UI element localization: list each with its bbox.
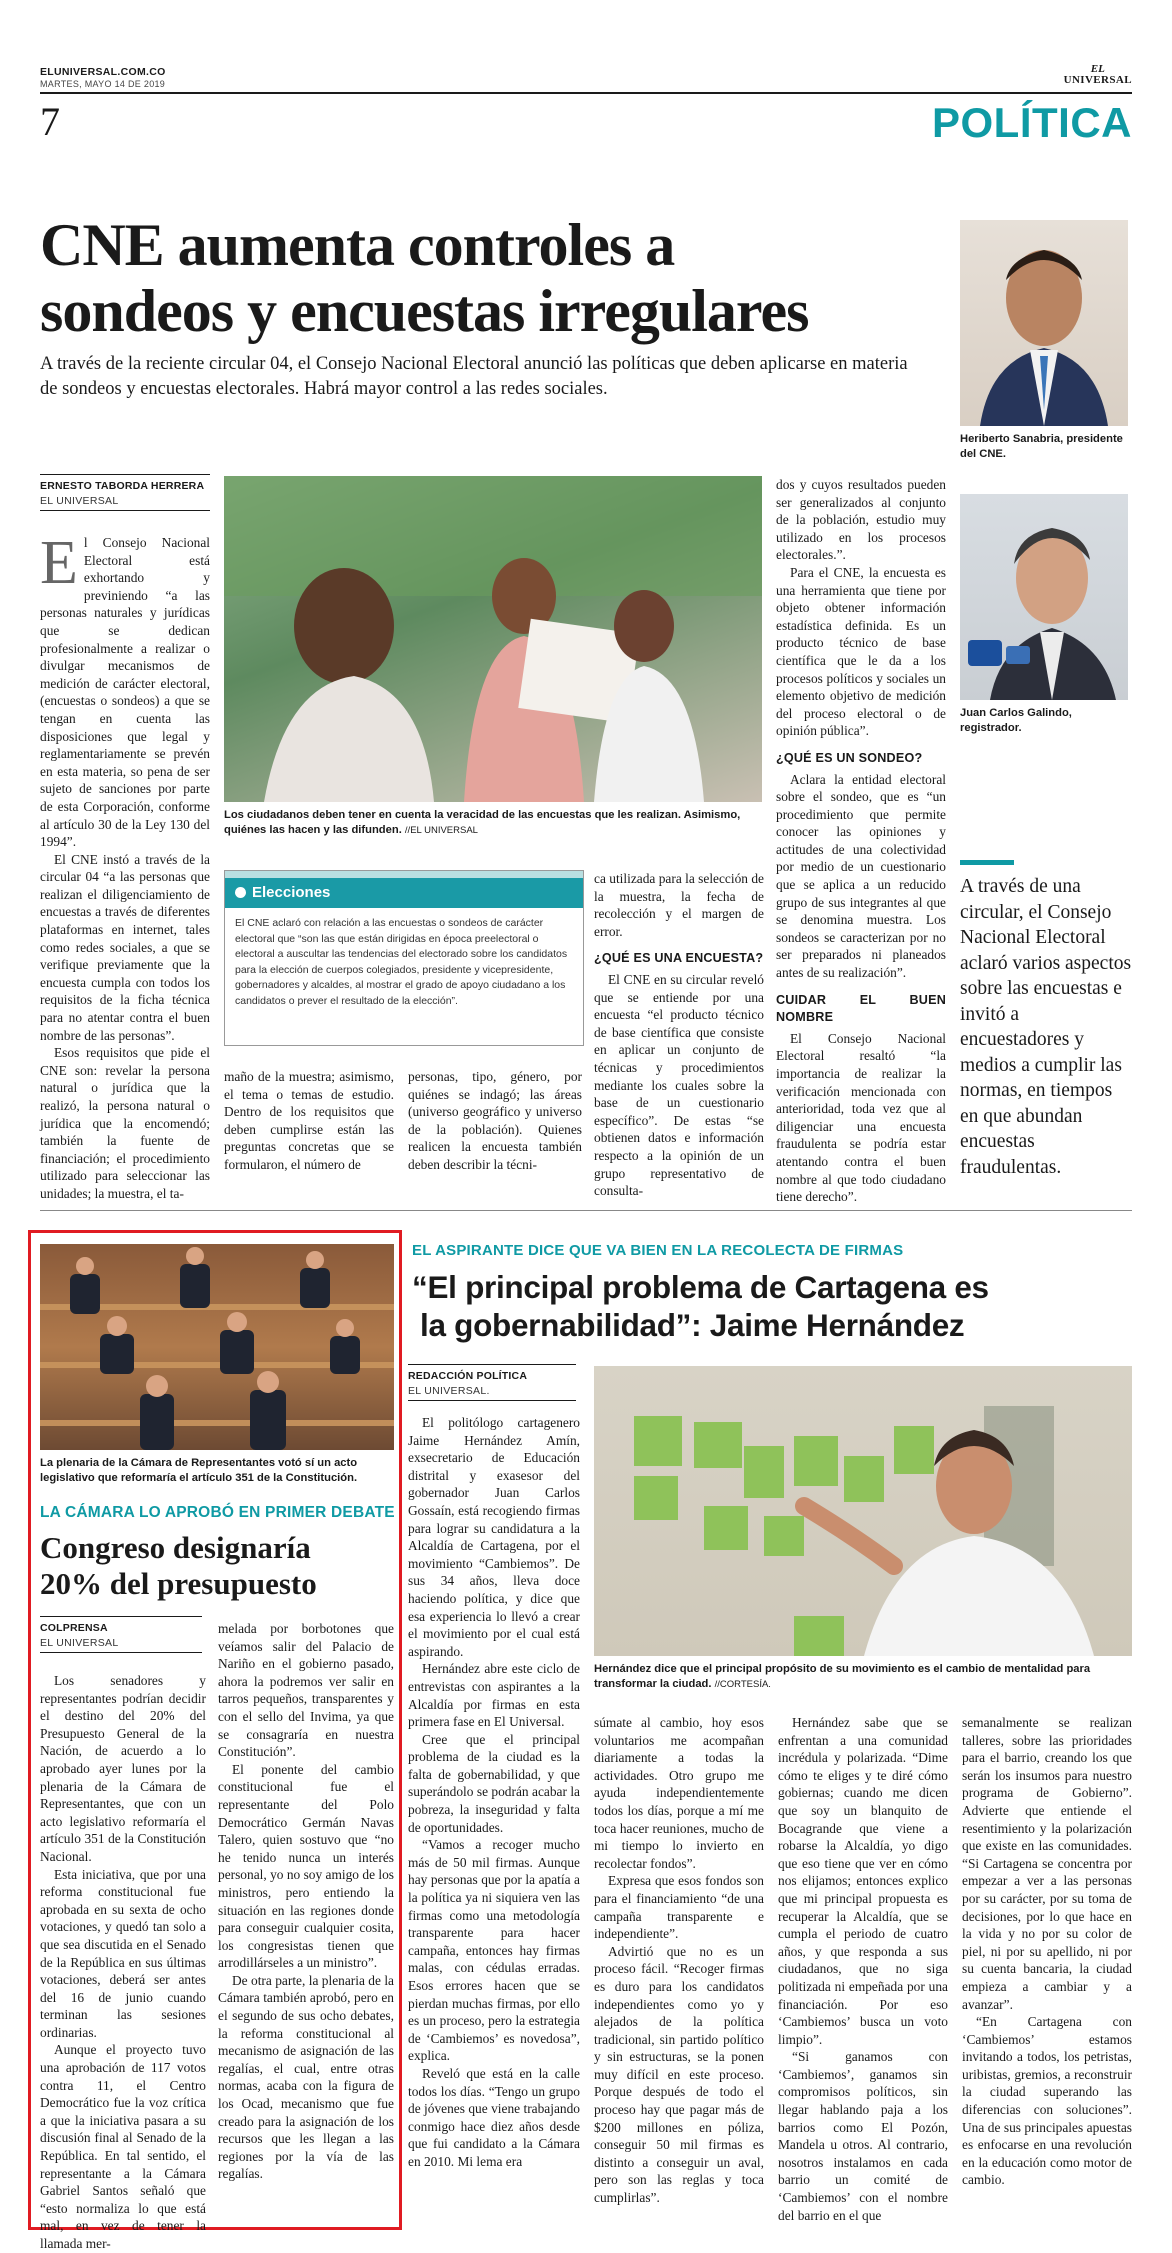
article2-photo-caption: La plenaria de la Cámara de Representantes votó sí un acto legislativo que reformaría el artículo 351 de la Constitución. [40,1457,358,1484]
site-name: ELUNIVERSAL.COM.CO [40,66,166,78]
article2-headline: Congreso designaría 20% del presupuesto [40,1530,317,1601]
article2-column-1: Los senadores y representantes podrían decidir el destino del 20% del Presupuesto General de la Nación, de acuerdo a lo aprobado ayer lunes por la plenaria de la Cámara de Representantes, que con un acto legislativo reformaría el artículo 351 de la Constitución Nacional. Esta iniciativa, que por una reforma constitucional fue aprobada en su sexta de ocho votaciones, y quedó tan solo a que sea discutida en el Senado de la República en sus últimas votaciones, deberá ser antes del 16 de junio cuando terminan las sesiones ordinarias. Aunque el proyecto tuvo una aprobación de 117 votos contra 11, el Centro Democrático fue la voz crítica a que la iniciativa pasara a su discusión final al Senado de la República. En tal sentido, el representante a la Cámara Gabriel Santos señaló que “esto normaliza lo que está mal, en vez de tener la llamada mer- [40,1673,206,2251]
article1-main-photo [224,476,762,802]
portrait-sanabria-caption: Heriberto Sanabria, presidente del CNE. [960,433,1123,460]
article1-deck: A través de la reciente circular 04, el Consejo Nacional Electoral anunció las políticas que deben aplicarse en materia de sondeos y encuestas electorales. Habrá mayor control a las redes sociales. [40,354,908,399]
article3-column-1: El politólogo cartagenero Jaime Hernández Amín, exsecretario de Educación distrital y exasesor del gobernador Juan Carlos Gossaín, está recogiendo firmas para lograr su candidatura a la Alcaldía de Cartagena, por el movimiento “Cambiemos”. De sus 34 años, lleva doce haciendo política, y dice que esa experiencia lo llevó a crear el movimiento por el cual está aspirando. Hernández abre este ciclo de entrevistas con aspirantes a la Alcaldía por firmas en esta primera fase en El Universal. Cree que el principal problema de la ciudad es la falta de gobernabilidad, y que superándolo se podrán acabar la pobreza, la inseguridad y falta de oportunidades. “Vamos a recoger mucho más de 50 mil firmas. Aunque hay personas que por la apatía a la política ya ni siquiera ven las firmas como una metodología transparente para hacer campaña, entonces hay firmas malas, con cédulas erradas. Esos errores hacen que se pierdan muchas firmas, por ello es un proceso, pero la estrategia de ‘Cambiemos’ es novedosa”, explica. Reveló que está en la calle todos los días. “Tengo un grupo de jóvenes que viene trabajando conmigo hace diez años desde que fui candidato a la Cámara en 2010. Mi lema era [408,1415,580,2169]
article1-column-5: dos y cuyos resultados pueden ser generalizados al conjunto de la población, estudio muy utilizado en los procesos electorales.”. Para el CNE, la encuesta es una herramienta que tiene por objeto obtener información estadística definida. Es un producto técnico de base científica que le da a los procesos políticos y sociales un elemento objetivo de medición del proceso electoral o de opinión pública”. ¿QUÉ ES UN SONDEO? Aclara la entidad electoral sobre el sondeo, que es “un procedimiento que permite conocer las opiniones y actitudes de una colectividad por medio de un cuestionario que se aplica a un reducido grupo de sus integrantes al que se denomina muestra. Los sondeos se caracterizan por no ser preparados ni planeados antes de su realización”. CUIDAR EL BUEN NOMBRE El Consejo Nacional Electoral resaltó “la importancia de realizar la verificación mencionada con anterioridad, toda vez que al diligenciar una encuesta fraudulenta se podría estar atentando contra el buen nombre al que todo ciudadano tiene derecho”. [776,477,946,1205]
article1-author: ERNESTO TABORDA HERRERA [40,480,205,492]
article3-org: EL UNIVERSAL. [408,1385,490,1397]
article1-column-1: El Consejo Nacional Electoral está exhortando y previniendo “a las personas naturales y jurídicas que se dedican profesionalmente a realizar o divulgar mecanismos de medición de carácter electoral, (encuestas o sondeos) a que se tengan en cuenta las disposiciones que legal y reglamentariamente se prevén en esta materia, so pena de ser sujeto de sanciones por parte de esta Corporación, conforme al artículo 30 de la Ley 130 del 1994”. El CNE instó a través de la circular 04 “a las personas que realizan el diligenciamiento de encuestas a través de diferentes plataformas en internet, tales como redes sociales, a que se verifique previamente que la encuesta cumpla con todos los requisitos de la ficha técnica para no atentar contra el buen nombre de las personas”. Esos requisitos que pide el CNE son: revelar la persona natural o jurídica que la realizó, la persona natural o jurídica que la encomendó; también la fuente de financiación; el procedimiento utilizado para seleccionar las unidades; la muestra, el ta- [40,529,210,1201]
article3-photo [594,1366,1132,1656]
article1-photo-caption: Los ciudadanos deben tener en cuenta la veracidad de las encuestas que les realizan. Asimismo, quiénes las hacen y las difunden. //EL UNIVERSAL [224,809,741,836]
article1-column-2: maño de la muestra; asimismo, el tema o temas de estudio. Dentro de los requisitos que deben cumplirse están las preguntas concretas que se formularon, el número de [224,1069,394,1172]
subhead-sondeo: ¿QUÉ ES UN SONDEO? [776,750,923,765]
article1-org: EL UNIVERSAL [40,495,119,507]
article3-kicker: EL ASPIRANTE DICE QUE VA BIEN EN LA RECOLECTA DE FIRMAS [412,1242,904,1259]
elecciones-box [224,870,584,1046]
article3-photo-caption: Hernández dice que el principal propósito de su movimiento es el cambio de mentalidad para transformar la ciudad. //CORTESÍA. [594,1663,1091,1690]
subhead-encuesta: ¿QUÉ ES UNA ENCUESTA? [594,951,764,966]
article3-column-2: súmate al cambio, hoy esos voluntarios me acompañan diariamente a todas la actividades. Otro grupo me ayuda independientemente todos los días, porque a mí me toca hacer reuniones, mucho de mi tiempo lo invierto en recolectar fondos”. Expresa que esos fondos son para el financiamiento “de una campaña transparente e independiente”. Advirtió que no es un proceso fácil. “Recoger firmas es duro para los candidatos independientes como yo y alejados de la política tradicional, sin partido político y sin estructuras, se la ponen muy difícil en este proceso. Porque después de todo el proceso hay que pagar más de $200 millones en póliza, conseguir 50 mil firmas es distinto a conseguir un aval, pero son las reglas y toca cumplirlas”. [594,1715,764,2206]
page-number: 7 [40,99,60,144]
article2-kicker: LA CÁMARA LO APROBÓ EN PRIMER DEBATE [40,1504,395,1521]
article2-org: EL UNIVERSAL [40,1637,119,1649]
article1-column-4: ca utilizada para la selección de la muestra, la fecha de recolección y el margen de error. ¿QUÉ ES UNA ENCUESTA? El CNE en su circular reveló que se entiende por una encuesta “el producto técnico de base científica que consiste en aplicar un conjunto de técnicas y procedimientos mediante los cuales sobre la base de un cuestionario específico”. De estas “se obtienen datos e información respecto a la opinión de un grupo representativo de consulta- [594,871,764,1199]
elecciones-box-title: Elecciones [252,884,331,901]
elecciones-box-text: El CNE aclaró con relación a las encuestas o sondeos de carácter electoral que “son las que están dirigidas en época preelectoral o electoral a auscultar las tendencias del electorado sobre los candidatos para la elección de cuerpos colegiados, presidente y vicepresidente, gobernadores y alcaldes, al mostrar el grado de apoyo ciudadano a los candidatos o prever el resultado de la elección”. [235,917,568,1007]
section-title: POLÍTICA [932,99,1132,146]
bullet-icon [235,887,246,898]
portrait-galindo [960,494,1128,700]
portrait-galindo-caption: Juan Carlos Galindo, registrador. [960,707,1072,734]
issue-date: MARTES, MAYO 14 DE 2019 [40,79,166,89]
article1-column-3: personas, tipo, género, por quiénes se indagó; las áreas (universo geográfico y universo de la población). Quienes realicen la encuesta también deben describir la técni- [408,1069,582,1172]
article2-column-2: melada por borbotones que veíamos salir del Palacio de Nariño en el gobierno pasado, ahora la podremos ver salir en tarros pequeños, transparentes y con el sello del Invima, ya que se consagraría en nuestra Constitución”. El ponente del cambio constitucional fue el representante del Polo Democrático Germán Navas Talero, quien sostuvo que “no he tenido nunca un interés personal, yo no soy amigo de los ministros, pero entiendo la situación en las regiones donde para conseguir cualquier cosita, los congresistas tienen que arrodillárseles a un ministro”. De otra parte, la plenaria de la Cámara también aprobó, pero en el segundo de sus ocho debates, la reforma constitucional al mecanismo de asignación de las regalías, el cual, entre otras normas, acaba con la figura de los Ocad, mecanismo que fue creado para la asignación de los recursos que les llegan a las regiones por la vía de las regalías. [218,1621,394,2182]
article3-column-3: Hernández sabe que se enfrentan a una comunidad incrédula y polarizada. “Dime cómo te eliges y te diré cómo gobiernas; cuando me dicen que soy un blanquito de Bocagrande que viene a robarse la Alcaldía, yo digo que eso tiene que ver en cómo nos elijamos; entonces explico que mi principal propuesta es recuperar la Alcaldía, que se cumpla el periodo de cuatro años, y que responda a sus ciudadanos, que no siga politizada ni empeñada por una financiación. Por eso ‘Cambiemos’ busca un voto limpio”. “Si ganamos con ‘Cambiemos’, ganamos sin compromisos políticos, sin llegar hablando paja a los barrios como El Pozón, Mandela u otros. Al contrario, nosotros instalamos en cada barrio un comité de ‘Cambiemos’ con el nombre del barrio en el que [778,1715,948,2223]
article1-headline: CNE aumenta controles a sondeos y encuestas irregulares [40,212,809,344]
article2-author: COLPRENSA [40,1622,108,1634]
subhead-buen-nombre: CUIDAR EL BUEN NOMBRE [776,992,946,1025]
article3-author: REDACCIÓN POLÍTICA [408,1370,528,1382]
portrait-sanabria [960,220,1128,426]
newspaper-logo: EL UNIVERSAL [1063,63,1132,86]
article3-column-4: semanalmente se realizan talleres, sobre las prioridades para el barrio, creando los que serán los insumos para nuestro programa de Gobierno”. Advierte que entiende el resentimiento y la polarización que existe en las comunidades. “Si Cartagena se concentra por empezar a ver a las personas por su carácter, por su toma de decisiones, por lo que hace en la vida y no por su color de piel, ni por su apellido, ni por su cuenta bancaria, la ciudad empieza a cambiar y a avanzar”. “En Cartagena con ‘Cambiemos’ estamos invitando a todos, los petristas, uribistas, gremios, a reconstruir la ciudad superando las diferencias con soluciones”. Una de sus principales apuestas es enfocarse en una revolución en la educación como motor de cambio. [962,1715,1132,2188]
pull-quote-accent [960,860,1014,865]
pull-quote: A través de una circular, el Consejo Nacional Electoral aclaró varios aspectos sobre las encuestas e invitó a encuestadores y medios a cumplir las normas, en tiempos en que abundan encuestas fraudulentas. [960,876,1132,1178]
article2-photo [40,1244,394,1450]
article3-headline: “El principal problema de Cartagena es la gobernabilidad”: Jaime Hernández [412,1269,989,1343]
